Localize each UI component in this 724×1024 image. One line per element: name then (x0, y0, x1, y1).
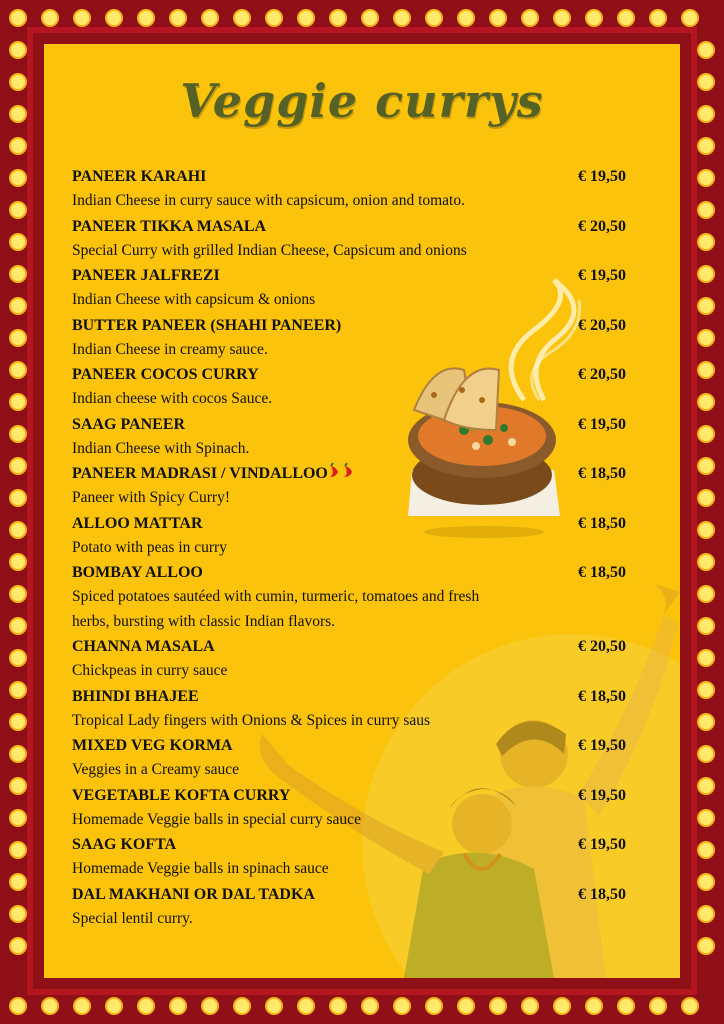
marquee-bulb (10, 426, 26, 442)
marquee-bulb (698, 778, 714, 794)
dish-description: Paneer with Spicy Curry! (72, 489, 230, 506)
dish-description: Indian Cheese with capsicum & onions (72, 291, 316, 308)
marquee-bulb (42, 10, 58, 26)
marquee-bulb (698, 426, 714, 442)
marquee-bulb (10, 998, 26, 1014)
dish-price: € 19,50 (578, 415, 626, 433)
dish-price: € 18,50 (578, 514, 626, 532)
dish-price: € 19,50 (578, 836, 626, 853)
dish-name: PANEER MADRASI / VINDALLOO (72, 465, 328, 482)
marquee-bulb (10, 874, 26, 890)
marquee-bulb (298, 998, 314, 1014)
marquee-bulb (202, 10, 218, 26)
marquee-bulb (202, 998, 218, 1014)
menu-item-header (72, 832, 640, 857)
dish-price: € 20,50 (578, 217, 626, 235)
marquee-bulb (650, 10, 666, 26)
marquee-bulb (698, 170, 714, 186)
menu-item-header (72, 560, 640, 585)
marquee-bulb (394, 10, 410, 26)
marquee-bulb (10, 810, 26, 826)
marquee-bulb (394, 998, 410, 1014)
marquee-bulb (426, 10, 442, 26)
marquee-bulb (458, 998, 474, 1014)
marquee-bulb (234, 10, 250, 26)
marquee-bulb (10, 682, 26, 698)
marquee-bulb (650, 998, 666, 1014)
menu-item-header (72, 733, 640, 758)
marquee-bulb (266, 10, 282, 26)
marquee-bulb (698, 330, 714, 346)
marquee-bulb (10, 10, 26, 26)
marquee-bulb (10, 554, 26, 570)
marquee-bulb (10, 618, 26, 634)
marquee-bulb (490, 10, 506, 26)
marquee-bulb (10, 458, 26, 474)
dish-price: € 18,50 (578, 885, 626, 903)
marquee-bulb (586, 10, 602, 26)
dish-price: € 20,50 (578, 366, 626, 383)
marquee-bulb (10, 842, 26, 858)
dish-name: PANEER COCOS CURRY (72, 366, 259, 383)
marquee-bulb (10, 586, 26, 602)
dish-description: Spiced potatoes sautéed with cumin, turmeric, tomatoes and fresh herbs, bursting with classic Indian flavors. (72, 588, 480, 630)
dish-name: SAAG KOFTA (72, 836, 177, 853)
menu-item (72, 560, 640, 634)
dish-price: € 19,50 (578, 737, 626, 754)
dish-description: Special lentil curry. (72, 909, 193, 927)
marquee-bulb (554, 10, 570, 26)
marquee-bulb (10, 42, 26, 58)
marquee-bulb (170, 10, 186, 26)
marquee-bulb (10, 714, 26, 730)
menu-item-header (72, 164, 640, 189)
menu-item-header (72, 882, 640, 907)
menu-item (72, 882, 640, 932)
marquee-bulb (330, 10, 346, 26)
marquee-bulb (10, 522, 26, 538)
menu-item (72, 733, 640, 783)
dish-description: Homemade Veggie balls in special curry sauce (72, 810, 361, 828)
marquee-bulb (698, 650, 714, 666)
marquee-bulb (10, 778, 26, 794)
menu-item-header (72, 634, 640, 659)
marquee-bulb (10, 746, 26, 762)
marquee-bulb (10, 234, 26, 250)
menu-item (72, 634, 640, 684)
marquee-bulb (698, 234, 714, 250)
dish-description: Special Curry with grilled Indian Cheese, Capsicum and onions (72, 241, 467, 259)
dish-description: Indian cheese with cocos Sauce. (72, 390, 273, 407)
dish-description: Indian Cheese in curry sauce with capsicum, onion and tomato. (72, 192, 465, 209)
marquee-bulb (698, 874, 714, 890)
dish-description: Chickpeas in curry sauce (72, 662, 228, 679)
marquee-bulb (10, 362, 26, 378)
dish-price: € 20,50 (578, 638, 626, 655)
dish-name: VEGETABLE KOFTA CURRY (72, 786, 291, 804)
marquee-bulb (266, 998, 282, 1014)
marquee-bulb (106, 998, 122, 1014)
dish-description: Potato with peas in curry (72, 538, 227, 556)
dish-name: BOMBAY ALLOO (72, 564, 203, 581)
marquee-bulb (330, 998, 346, 1014)
marquee-bulb (10, 138, 26, 154)
dish-price: € 18,50 (578, 564, 626, 581)
marquee-bulb (698, 938, 714, 954)
marquee-bulb (698, 810, 714, 826)
marquee-bulb (10, 330, 26, 346)
marquee-bulb (426, 998, 442, 1014)
marquee-bulb (10, 490, 26, 506)
marquee-bulb (698, 202, 714, 218)
marquee-bulb (698, 522, 714, 538)
dish-name: PANEER KARAHI (72, 168, 207, 185)
marquee-bulb (682, 10, 698, 26)
marquee-bulb (698, 906, 714, 922)
marquee-bulb (698, 42, 714, 58)
marquee-bulb (234, 998, 250, 1014)
menu-item-header (72, 783, 640, 808)
marquee-bulb (698, 618, 714, 634)
dish-name: MIXED VEG KORMA (72, 737, 233, 754)
marquee-bulb (170, 998, 186, 1014)
menu-item (72, 684, 640, 734)
menu-item-header (72, 684, 640, 709)
marquee-bulb (74, 998, 90, 1014)
marquee-bulb (698, 394, 714, 410)
dish-price: € 20,50 (578, 316, 626, 334)
dish-name: CHANNA MASALA (72, 638, 215, 655)
dish-name: SAAG PANEER (72, 415, 186, 433)
marquee-bulb (698, 490, 714, 506)
menu-item (72, 832, 640, 882)
dish-name: BUTTER PANEER (SHAHI PANEER) (72, 316, 342, 334)
marquee-bulb (10, 202, 26, 218)
marquee-bulb (138, 10, 154, 26)
menu-title: Veggie currys (180, 74, 544, 128)
dish-description: Veggies in a Creamy sauce (72, 761, 239, 778)
marquee-bulb (698, 266, 714, 282)
marquee-bulb (698, 682, 714, 698)
chili-pepper-icon (328, 462, 358, 478)
menu-item (72, 783, 640, 833)
marquee-bulb (490, 998, 506, 1014)
marquee-bulb (554, 998, 570, 1014)
marquee-bulb (10, 938, 26, 954)
dish-description: Indian Cheese with Spinach. (72, 439, 250, 457)
dish-name: BHINDI BHAJEE (72, 687, 199, 705)
marquee-bulb (522, 10, 538, 26)
dish-name: ALLOO MATTAR (72, 514, 203, 532)
dish-price: € 19,50 (578, 267, 626, 284)
marquee-bulb (138, 998, 154, 1014)
dish-name: DAL MAKHANI OR DAL TADKA (72, 885, 315, 903)
marquee-bulb (698, 714, 714, 730)
marquee-bulb (522, 998, 538, 1014)
marquee-bulb (10, 906, 26, 922)
menu-item (72, 164, 640, 214)
curry-dish-illustration (404, 270, 594, 550)
menu-item-header (72, 214, 640, 239)
marquee-bulb (458, 10, 474, 26)
marquee-bulb (698, 458, 714, 474)
dish-description: Indian Cheese in creamy sauce. (72, 340, 268, 358)
marquee-bulb (362, 10, 378, 26)
marquee-bulb (698, 842, 714, 858)
dish-price: € 19,50 (578, 168, 626, 185)
marquee-bulb (618, 998, 634, 1014)
dish-price: € 19,50 (578, 786, 626, 804)
marquee-bulb (698, 554, 714, 570)
menu-item (72, 214, 640, 264)
marquee-bulb (298, 10, 314, 26)
marquee-bulb (586, 998, 602, 1014)
marquee-bulb (698, 362, 714, 378)
marquee-bulb (10, 170, 26, 186)
dish-name: PANEER TIKKA MASALA (72, 217, 267, 235)
marquee-bulb (74, 10, 90, 26)
marquee-bulb (10, 298, 26, 314)
marquee-bulb (698, 138, 714, 154)
marquee-bulb (698, 298, 714, 314)
marquee-bulb (682, 998, 698, 1014)
dish-price: € 18,50 (578, 465, 626, 482)
dish-price: € 18,50 (578, 687, 626, 705)
marquee-bulb (42, 998, 58, 1014)
marquee-bulb (362, 998, 378, 1014)
dish-description: Tropical Lady fingers with Onions & Spices in curry saus (72, 711, 431, 729)
marquee-bulb (698, 746, 714, 762)
dish-description: Homemade Veggie balls in spinach sauce (72, 860, 329, 877)
dish-name: PANEER JALFREZI (72, 267, 220, 284)
marquee-bulb (618, 10, 634, 26)
marquee-bulb (10, 650, 26, 666)
marquee-bulb (698, 586, 714, 602)
dish-name-wrapper (72, 461, 358, 486)
marquee-bulb (106, 10, 122, 26)
marquee-bulb (10, 394, 26, 410)
marquee-bulb (10, 266, 26, 282)
